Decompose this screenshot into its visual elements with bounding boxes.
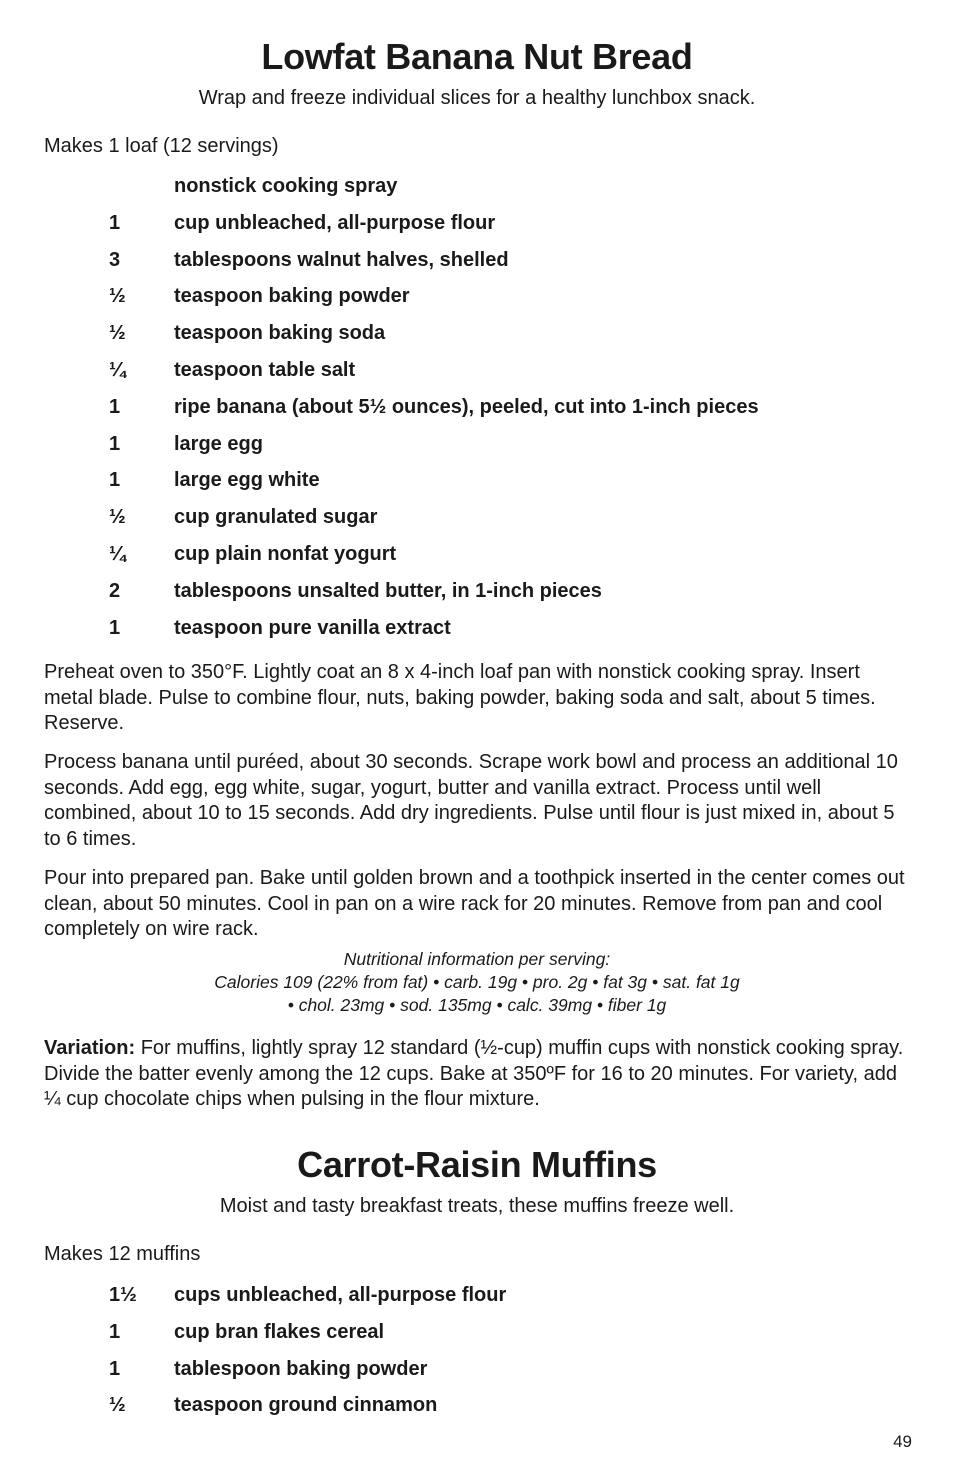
ingredient-row <box>0 322 954 359</box>
ingredient-row <box>0 1358 954 1395</box>
ingredient-qty: ¼ <box>109 542 126 565</box>
ingredient-item: tablespoons unsalted butter, in 1-inch pieces <box>174 579 602 602</box>
ingredient-item: teaspoon baking powder <box>174 285 410 308</box>
ingredient-qty: ½ <box>109 506 126 529</box>
ingredient-row <box>0 469 954 506</box>
ingredient-row <box>0 1321 954 1358</box>
ingredient-row <box>0 506 954 543</box>
ingredient-item: teaspoon pure vanilla extract <box>174 616 451 639</box>
ingredient-qty: 1 <box>109 616 121 639</box>
recipe-title: Lowfat Banana Nut Bread <box>261 36 693 77</box>
nutrition-heading: Nutritional information per serving: <box>343 949 611 969</box>
ingredient-item: cup bran flakes cereal <box>174 1320 385 1343</box>
ingredient-qty: 1 <box>109 432 121 455</box>
ingredient-qty: 1 <box>109 395 121 418</box>
page-number: 49 <box>893 1432 912 1451</box>
directions-paragraph: Preheat oven to 350°F. Lightly coat an 8 x 4-inch loaf pan with nonstick cooking spray. Insert metal blade. Pulse to combine flour, nuts, baking powder, baking soda and salt, about 5 times. Reserve. <box>44 661 876 734</box>
ingredient-item: large egg <box>174 432 263 455</box>
nutrition-line: Calories 109 (22% from fat) • carb. 19g • pro. 2g • fat 3g • sat. fat 1g <box>214 972 740 992</box>
ingredient-qty: ½ <box>109 1394 126 1417</box>
ingredient-row <box>0 617 954 654</box>
ingredient-item: tablespoons walnut halves, shelled <box>174 248 509 271</box>
ingredient-item: nonstick cooking spray <box>174 175 398 197</box>
ingredient-item: tablespoon baking powder <box>174 1357 428 1380</box>
ingredient-row <box>0 359 954 396</box>
variation-text: For muffins, lightly spray 12 standard (½-cup) muffin cups with nonstick cooking spray. Divide the batter evenly among the 12 cups. Bake at 350ºF for 16 to 20 minutes. For variety, add ¼ cup chocolate chips when pulsing in the flour mixture. <box>44 1037 904 1110</box>
ingredient-item: ripe banana (about 5½ ounces), peeled, cut into 1-inch pieces <box>174 395 759 418</box>
ingredient-row <box>0 212 954 249</box>
ingredient-item: teaspoon table salt <box>174 358 356 381</box>
recipe-subtitle: Moist and tasty breakfast treats, these muffins freeze well. <box>219 1195 735 1217</box>
directions-paragraph: Pour into prepared pan. Bake until golden brown and a toothpick inserted in the center comes out clean, about 50 minutes. Cool in pan on a wire rack for 20 minutes. Remove from pan and cool completely on wire rack. <box>44 867 905 940</box>
recipe-subtitle: Wrap and freeze individual slices for a healthy lunchbox snack. <box>198 87 756 109</box>
ingredient-item: large egg white <box>174 469 320 492</box>
ingredient-row <box>0 396 954 433</box>
ingredient-qty: 2 <box>109 579 121 602</box>
recipe-title: Carrot-Raisin Muffins <box>297 1144 657 1185</box>
ingredient-row <box>0 433 954 470</box>
ingredient-row <box>0 285 954 322</box>
ingredient-qty: 1½ <box>109 1284 137 1306</box>
ingredient-qty: ¼ <box>109 358 126 381</box>
ingredient-row <box>0 543 954 580</box>
recipe-yield: Makes 12 muffins <box>44 1243 201 1265</box>
ingredient-row <box>0 249 954 286</box>
ingredient-qty: ½ <box>109 322 126 345</box>
ingredient-qty: 1 <box>109 1320 121 1343</box>
ingredient-qty: 1 <box>109 1357 121 1380</box>
ingredient-row <box>0 175 954 212</box>
ingredient-qty: 1 <box>109 469 121 492</box>
ingredient-row <box>0 580 954 617</box>
ingredient-qty: ½ <box>109 285 126 308</box>
ingredient-item: teaspoon ground cinnamon <box>174 1394 438 1417</box>
ingredient-list <box>0 175 954 653</box>
ingredient-row <box>0 1284 954 1321</box>
ingredient-qty: 3 <box>109 248 121 271</box>
recipe-yield: Makes 1 loaf (12 servings) <box>44 135 279 157</box>
ingredient-item: cup granulated sugar <box>174 506 378 529</box>
directions-paragraph: Process banana until puréed, about 30 seconds. Scrape work bowl and process an additional 10 seconds. Add egg, egg white, sugar, yogurt, butter and vanilla extract. Process until well combined, about 10 to 15 seconds. Add dry ingredients. Pulse until flour is just mixed in, about 5 to 6 times. <box>44 751 898 850</box>
ingredient-item: cup unbleached, all-purpose flour <box>174 211 496 234</box>
ingredient-item: teaspoon baking soda <box>174 322 386 345</box>
variation-note <box>44 1036 914 1113</box>
ingredient-item: cups unbleached, all-purpose flour <box>174 1284 507 1306</box>
ingredient-list <box>0 1284 954 1431</box>
variation-label: Variation: <box>44 1037 136 1059</box>
nutrition-line: • chol. 23mg • sod. 135mg • calc. 39mg • fiber 1g <box>287 995 667 1015</box>
ingredient-item: cup plain nonfat yogurt <box>174 542 397 565</box>
ingredient-qty: 1 <box>109 211 121 234</box>
ingredient-row <box>0 1394 954 1431</box>
nutrition-info <box>0 948 954 1017</box>
